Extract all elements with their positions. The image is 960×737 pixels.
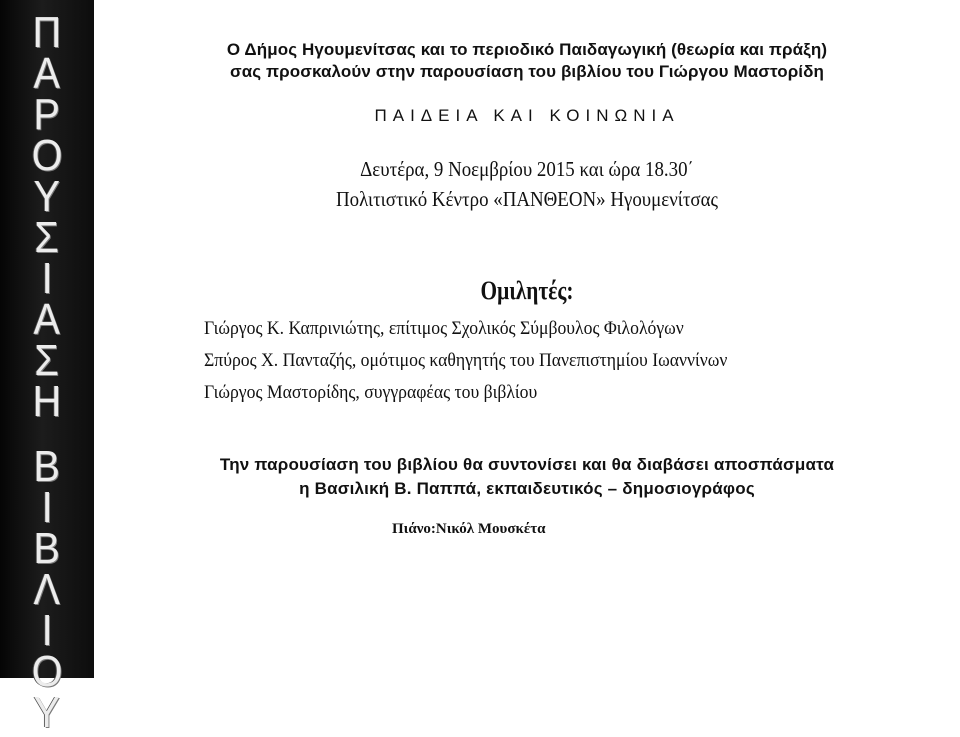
coordination-line-2: η Βασιλική Β. Παππά, εκπαιδευτικός – δημοσιογράφος <box>299 479 755 498</box>
speakers-heading: Ομιλητές: <box>480 276 574 305</box>
banner-word-presentation <box>0 8 94 426</box>
banner-letter: Β <box>33 442 61 491</box>
banner-letter: Υ <box>33 688 61 737</box>
banner-letter: Λ <box>33 565 61 614</box>
banner-letter: Σ <box>34 213 60 262</box>
book-title: ΠΑΙΔΕΙΑ ΚΑΙ ΚΟΙΝΩΝΙΑ <box>374 106 680 125</box>
banner-letter: Υ <box>33 172 61 221</box>
banner-letter: Ι <box>41 606 53 655</box>
invitation-header-line-1: Ο Δήμος Ηγουμενίτσας και το περιοδικό Παιδαγωγική (θεωρία και πράξη) <box>226 40 828 59</box>
banner-letter: Ο <box>31 131 63 180</box>
speaker-item: Γιώργος Μαστορίδης, συγγραφέας του βιβλίου <box>204 382 538 403</box>
banner-letter: Π <box>32 8 62 57</box>
invitation-content <box>94 0 960 678</box>
piano-credit: Πιάνο:Νικόλ Μουσκέτα <box>392 521 546 537</box>
banner-letter: Α <box>33 295 61 344</box>
coordination-line-1: Την παρουσίαση του βιβλίου θα συντονίσει και θα διαβάσει αποσπάσματα <box>219 455 835 474</box>
event-venue: Πολιτιστικό Κέντρο «ΠΑΝΘΕΟΝ» Ηγουμενίτσας <box>335 187 719 211</box>
banner-letter: Η <box>32 377 62 426</box>
banner-letter: Ι <box>41 483 53 532</box>
banner-letter: Α <box>33 49 61 98</box>
banner-letter: Β <box>33 524 61 573</box>
speaker-item: Σπύρος Χ. Πανταζής, ομότιμος καθηγητής του Πανεπιστημίου Ιωαννίνων <box>204 350 728 371</box>
banner-letter: Ι <box>41 254 53 303</box>
vertical-title-banner <box>0 0 94 737</box>
invitation-header-line-2: σας προσκαλούν στην παρουσίαση του βιβλίου του Γιώργου Μαστορίδη <box>229 62 825 81</box>
banner-letter: Ρ <box>33 90 61 139</box>
event-date-time: Δευτέρα, 9 Νοεμβρίου 2015 και ώρα 18.30΄ <box>360 157 694 181</box>
speaker-item: Γιώργος Κ. Καπρινιώτης, επίτιμος Σχολικός Σύμβουλος Φιλολόγων <box>204 318 684 339</box>
banner-letter: Ο <box>31 647 63 696</box>
banner-letter: Σ <box>34 336 60 385</box>
banner-word-book <box>0 442 94 737</box>
